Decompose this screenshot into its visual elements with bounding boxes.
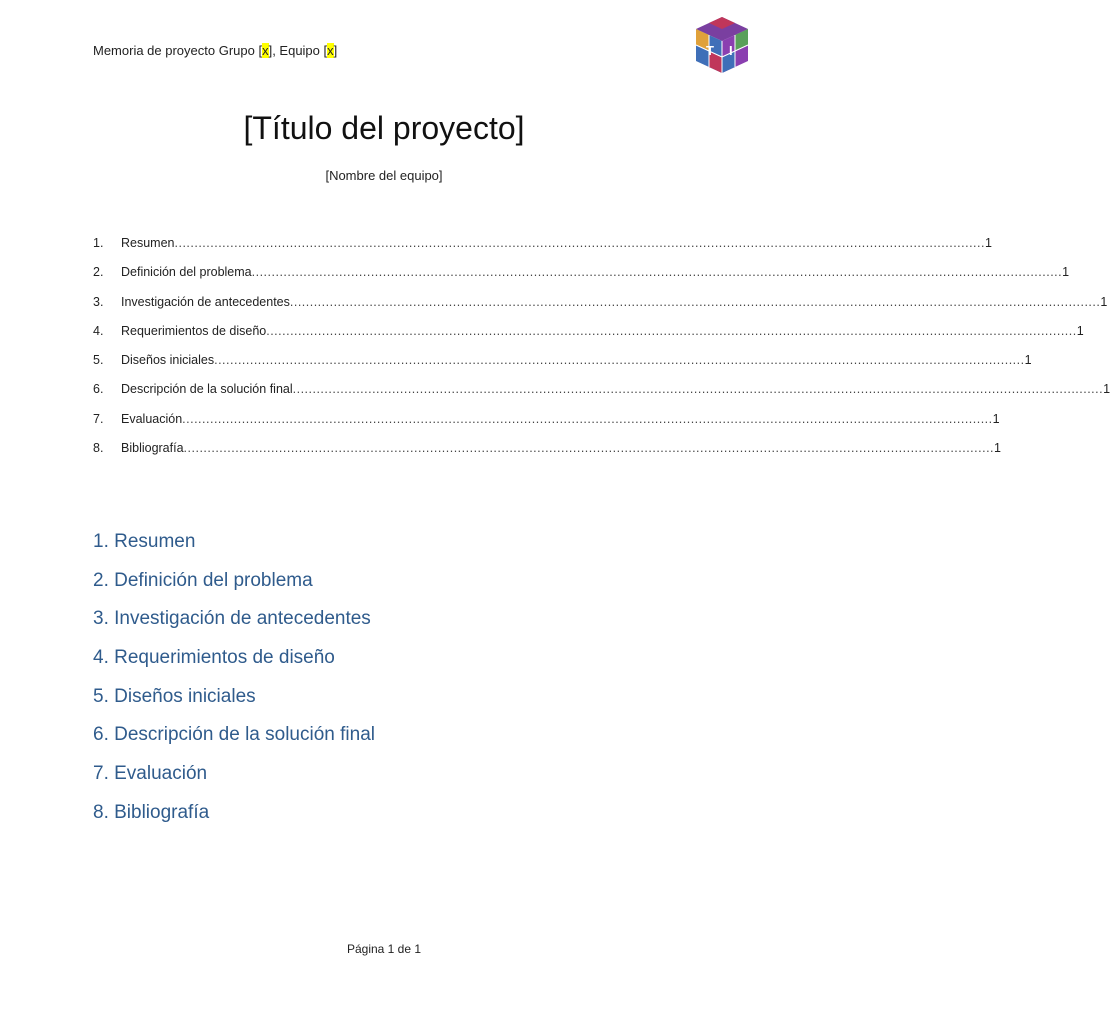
toc-page-number: 1 [994, 441, 1001, 456]
toc-entry[interactable] [93, 382, 1110, 411]
toc-entry[interactable] [93, 236, 992, 265]
toc-page-number: 1 [984, 236, 992, 250]
toc-number: 1. [93, 236, 104, 250]
toc-label: Resumen [121, 236, 175, 250]
logo-letter-i: I [729, 43, 733, 58]
section-heading: 7. Evaluación [93, 763, 208, 785]
toc-leader: ............................................................................................................................................................................................................ [174, 236, 985, 250]
toc-leader: ............................................................................................................................................................................................................ [183, 441, 995, 456]
logo-letter-t: T [706, 43, 714, 58]
toc-number: 4. [93, 323, 104, 338]
toc-leader: ............................................................................................................................................................................................................ [289, 294, 1101, 309]
toc-leader: ............................................................................................................................................................................................................ [182, 411, 993, 426]
toc-label: Definición del problema [121, 265, 252, 280]
toc-entry[interactable] [93, 441, 1001, 470]
document-title: [Título del proyecto] [243, 110, 525, 146]
section-heading: 1. Resumen [93, 531, 196, 552]
section-heading: 8. Bibliografía [93, 801, 210, 823]
section-headings [93, 531, 375, 841]
header-middle: ], Equipo [ [268, 43, 328, 58]
toc-entry[interactable] [93, 294, 1108, 324]
toc-page-number: 1 [992, 411, 1000, 426]
toc-number: 6. [93, 382, 104, 397]
toc-label: Evaluación [121, 411, 183, 426]
toc-label: Requerimientos de diseño [121, 323, 267, 338]
toc-number: 3. [93, 294, 104, 309]
toc-page-number: 1 [1024, 353, 1032, 368]
section-heading: 6. Descripción de la solución final [93, 724, 375, 746]
toc-label: Diseños iniciales [121, 353, 215, 368]
toc-page-number: 1 [1103, 382, 1110, 397]
toc-entry[interactable] [93, 265, 1070, 294]
toc-entry[interactable] [93, 411, 1000, 441]
header-suffix: ] [333, 43, 338, 58]
page-header [93, 43, 337, 58]
toc-leader: ............................................................................................................................................................................................................ [214, 353, 1025, 368]
toc-page-number: 1 [1062, 265, 1070, 280]
toc-label: Descripción de la solución final [121, 382, 293, 397]
team-name: [Nombre del equipo] [325, 168, 443, 183]
toc-page-number: 1 [1076, 323, 1084, 338]
section-heading: 4. Requerimientos de diseño [93, 647, 335, 669]
section-heading: 2. Definición del problema [93, 569, 313, 591]
group-placeholder: x [262, 43, 269, 58]
section-heading: 5. Diseños iniciales [93, 685, 256, 707]
header-prefix: Memoria de proyecto Grupo [ [93, 43, 263, 58]
toc-entry[interactable] [93, 323, 1084, 353]
toc-number: 7. [93, 411, 104, 426]
toc-label: Investigación de antecedentes [121, 294, 290, 309]
cube-logo-icon [692, 15, 752, 75]
section-heading: 3. Investigación de antecedentes [93, 608, 371, 630]
toc-leader: ............................................................................................................................................................................................................ [251, 265, 1063, 280]
page-footer: Página 1 de 1 [346, 942, 422, 956]
toc-entry[interactable] [93, 353, 1032, 382]
toc-number: 8. [93, 441, 104, 456]
toc-leader: ............................................................................................................................................................................................................ [266, 323, 1077, 338]
table-of-contents [93, 236, 1110, 470]
team-placeholder: x [327, 43, 334, 58]
toc-number: 2. [93, 265, 104, 280]
toc-number: 5. [93, 353, 104, 368]
toc-page-number: 1 [1100, 294, 1108, 309]
toc-leader: ............................................................................................................................................................................................................ [292, 382, 1104, 397]
toc-label: Bibliografía [121, 441, 184, 456]
